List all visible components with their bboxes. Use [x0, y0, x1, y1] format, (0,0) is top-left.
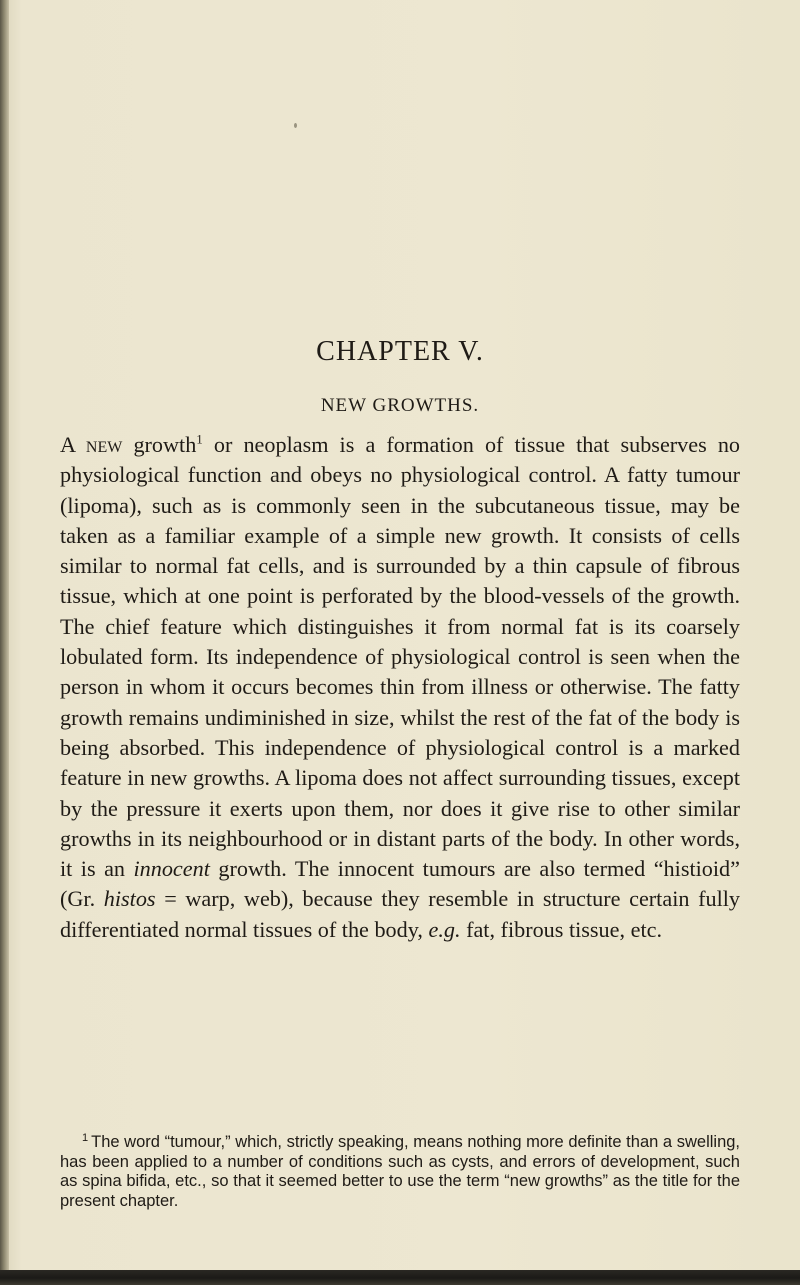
chapter-heading: CHAPTER V. [316, 336, 484, 367]
chapter-title: NEW GROWTHS. [320, 395, 480, 416]
footnote-reference[interactable]: 1 [196, 431, 203, 447]
footnote-number: 1 [82, 1131, 89, 1144]
footnote-text: The word “tumour,” which, strictly speaking, means nothing more definite than a swelling, has been applied to a number of conditions such as cysts, and errors of development, such as spina bifida, etc., so that it seemed better to use the term “new growths” as the title for the present chapter. [60, 1133, 740, 1210]
lead-word: A [60, 432, 75, 457]
text-part-2: growth. The innocent tumours are also termed “histioid” (Gr. [60, 856, 740, 912]
italic-histos: histos [103, 886, 156, 912]
text-part-3: = warp, web), because they resemble in structure certain fully differentiated normal tissues of the body, [60, 886, 741, 942]
italic-innocent: innocent [133, 856, 210, 882]
page-bottom-edge [0, 1270, 800, 1285]
page-stain [294, 123, 297, 128]
text-part-4: fat, fibrous tissue, etc. [460, 916, 663, 942]
body-paragraph [60, 430, 740, 945]
italic-eg: e.g. [428, 916, 461, 942]
page-binding-edge [0, 0, 9, 1285]
text-before-ref: growth [133, 432, 197, 457]
smallcaps-word: new [85, 432, 123, 457]
text-part-1: or neoplasm is a formation of tissue that subserves no physiological function and obeys no physiological control. A fatty tumour (lipoma), such as is commonly seen in the subcutaneous tissue, may be taken as a familiar example of a simple new growth. It consists of cells similar to normal fat cells, and is surrounded by a thin capsule of fibrous tissue, which at one point is perforated by the blood-vessels of the growth. The chief feature which distinguishes it from normal fat is its coarsely lobulated form. Its independence of physiological control is seen when the person in whom it occurs becomes thin from illness or otherwise. The fatty growth remains undiminished in size, whilst the rest of the fat of the body is being absorbed. This independence of physiological control is a marked feature in new growths. A lipoma does not affect surrounding tissues, except by the pressure it exerts upon them, nor does it give rise to other similar growths in its neighbourhood or in distant parts of the body. In other words, it is an [60, 432, 741, 882]
footnote [60, 1133, 740, 1211]
